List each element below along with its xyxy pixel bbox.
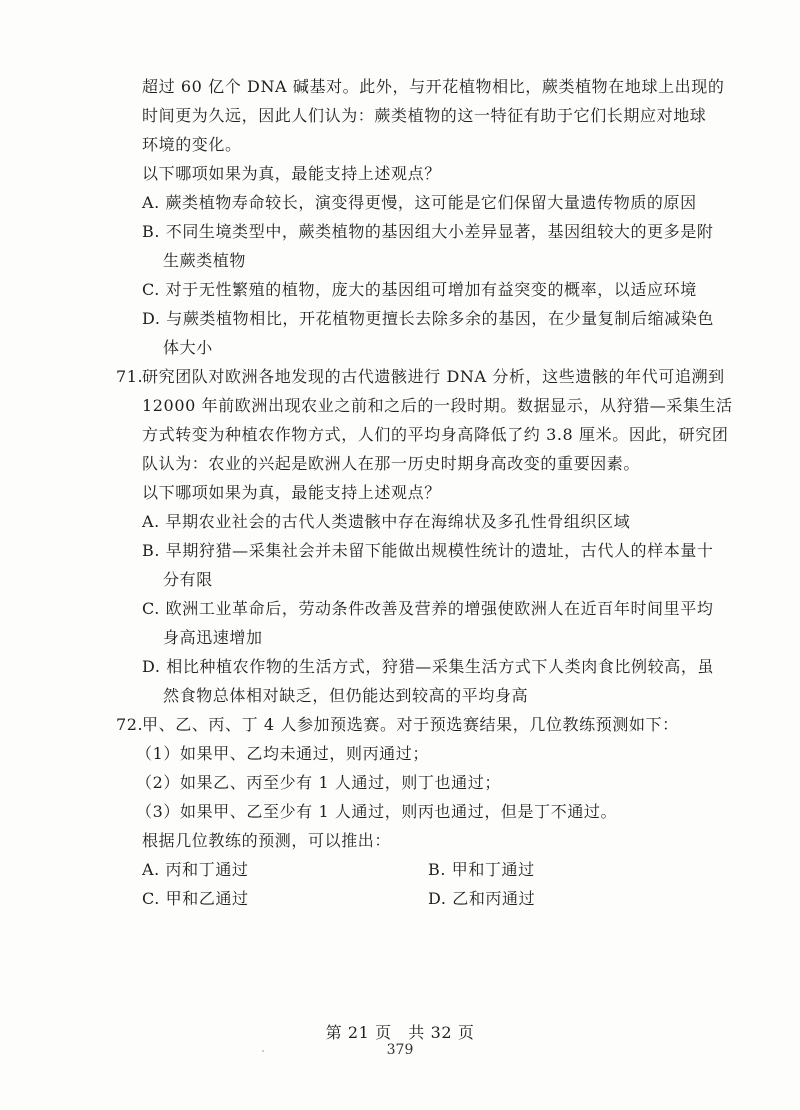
page-number: 379: [386, 1042, 414, 1058]
page-indicator: 第 21 页 共 32 页: [325, 1023, 475, 1042]
q70-option-d: D. 与蕨类植物相比，开花植物更擅长去除多余的基因，在少量复制后缩减染色: [142, 309, 715, 328]
q71-option-a: A. 早期农业社会的古代人类遗骸中存在海绵状及多孔性骨组织区域: [142, 512, 631, 531]
page-content: [0, 72, 800, 913]
q71-stem-line-4: 队认为：农业的兴起是欧洲人在那一历史时期身高改变的重要因素。: [142, 454, 641, 473]
question-70-continuation: [0, 72, 800, 362]
q71-stem-line-3: 方式转变为种植农作物方式，人们的平均身高降低了约 3.8 厘米。因此，研究团: [142, 425, 729, 444]
q71-stem-line-2: 12000 年前欧洲出现农业之前和之后的一段时期。数据显示，从狩猎—采集生活: [142, 396, 733, 415]
q71-number: 71.: [116, 367, 144, 386]
q71-stem-text-1: 研究团队对欧洲各地发现的古代遗骸进行 DNA 分析，这些遗骸的年代可追溯到: [142, 367, 725, 386]
q70-option-b: B. 不同生境类型中，蕨类植物的基因组大小差异显著，基因组较大的更多是附: [142, 222, 714, 241]
q72-stem: [0, 710, 800, 739]
q72-condition-2: （2）如果乙、丙至少有 1 人通过，则丁也通过；: [136, 773, 501, 792]
scan-speck: [262, 1050, 264, 1052]
q71-option-b: B. 早期狩猎—采集社会并未留下能做出规模性统计的遗址，古代人的样本量十: [142, 541, 714, 560]
q71-option-c-cont: 身高迅速增加: [163, 628, 263, 647]
q71-option-c: C. 欧洲工业革命后，劳动条件改善及营养的增强使欧洲人在近百年时间里平均: [142, 599, 714, 618]
q70-stem-line-1: 超过 60 亿个 DNA 碱基对。此外，与开花植物相比，蕨类植物在地球上出现的: [142, 77, 725, 96]
q70-option-a: A. 蕨类植物寿命较长，演变得更慢，这可能是它们保留大量遗传物质的原因: [142, 193, 697, 212]
q72-number: 72.: [116, 715, 144, 734]
q71-option-b-cont: 分有限: [163, 570, 213, 589]
q72-option-a: A. 丙和丁通过: [142, 860, 249, 879]
question-72: [0, 710, 800, 913]
q70-option-d-cont: 体大小: [163, 338, 213, 357]
q71-prompt: 以下哪项如果为真，最能支持上述观点？: [142, 483, 441, 502]
q72-prompt: 根据几位教练的预测，可以推出：: [142, 831, 392, 850]
q70-stem-line-2: 时间更为久远，因此人们认为：蕨类植物的这一特征有助于它们长期应对地球: [142, 106, 707, 125]
q72-stem-text: 甲、乙、丙、丁 4 人参加预选赛。对于预选赛结果，几位教练预测如下：: [142, 715, 679, 734]
q72-option-d: D. 乙和丙通过: [428, 889, 536, 908]
q71-option-d-cont: 然食物总体相对缺乏，但仍能达到较高的平均身高: [163, 686, 529, 705]
q72-condition-1: （1）如果甲、乙均未通过，则丙通过；: [136, 744, 429, 763]
q72-option-c: C. 甲和乙通过: [142, 889, 249, 908]
q70-option-b-cont: 生蕨类植物: [163, 251, 247, 270]
q70-stem-line-3: 环境的变化。: [142, 135, 242, 154]
question-71: [0, 362, 800, 710]
q70-option-c: C. 对于无性繁殖的植物，庞大的基因组可增加有益突变的概率，以适应环境: [142, 280, 697, 299]
q71-stem-line-1: [0, 362, 800, 391]
q72-options-row-1: [0, 855, 800, 884]
q72-condition-3: （3）如果甲、乙至少有 1 人通过，则丙也通过，但是丁不通过。: [136, 802, 618, 821]
q72-option-b: B. 甲和丁通过: [428, 860, 535, 879]
q72-options-row-2: [0, 884, 800, 913]
q71-option-d: D. 相比种植农作物的生活方式，狩猎—采集生活方式下人类肉食比例较高，虽: [142, 657, 715, 676]
q70-prompt: 以下哪项如果为真，最能支持上述观点？: [142, 164, 441, 183]
